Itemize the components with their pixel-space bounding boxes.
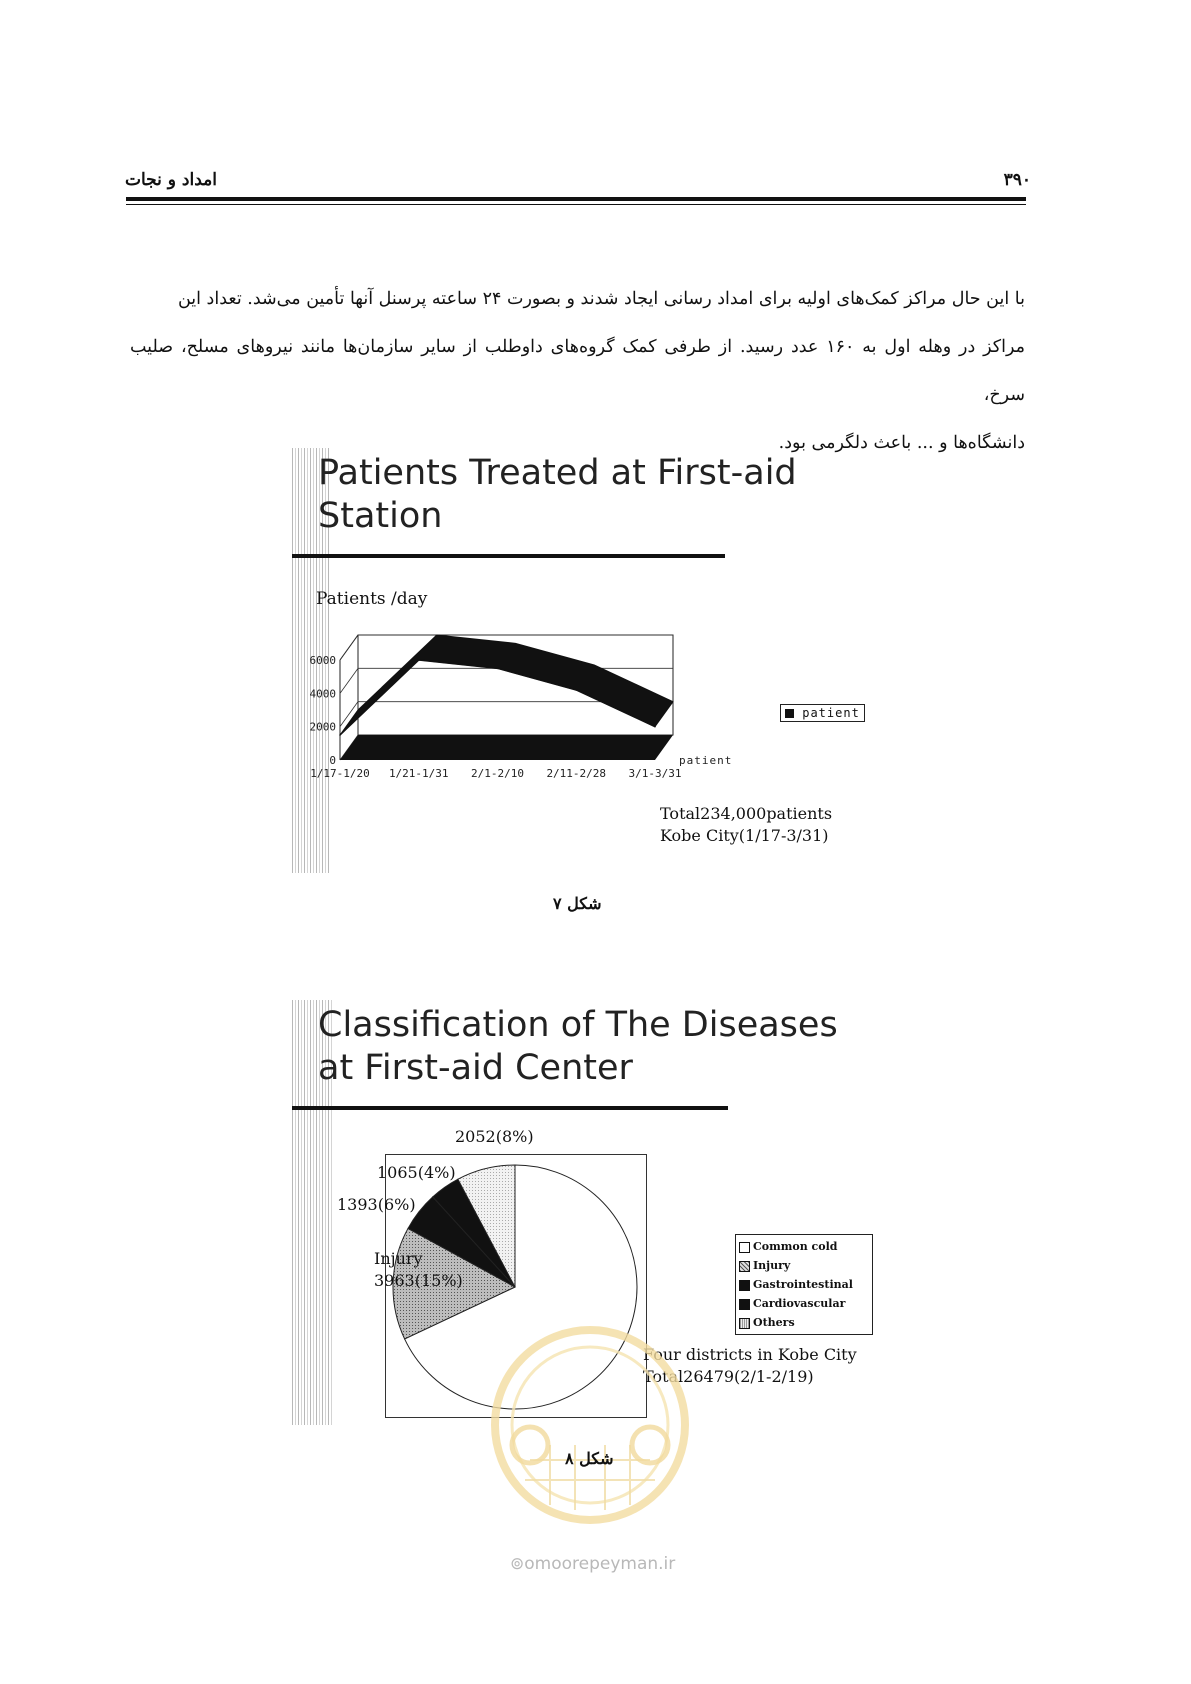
paragraph-line-1: با این حال مراکز کمک‌های اولیه برای امداد رسانی ایجاد شدند و بصورت ۲۴ ساعته پرسنل آنها تأمین می‌شد. تعداد این [177, 289, 1025, 309]
figure7-note-city: Kobe City(1/17-3/31) [660, 826, 829, 845]
legend-swatch-others [739, 1318, 750, 1329]
area-floor [340, 735, 673, 760]
figure7-legend-swatch [785, 709, 794, 718]
section-title: امداد و نجات [125, 170, 217, 190]
figure7-area-chart [290, 625, 760, 790]
y-tick-label: 0 [329, 754, 336, 767]
x-tick-label: 1/17-1/20 [310, 767, 370, 780]
figure7-y-ticks [310, 654, 337, 767]
pie-label-cardiovascular: 1065(4%) [377, 1163, 456, 1182]
pie-label-injury-name: Injury [374, 1249, 423, 1268]
figure7-title-rule [292, 554, 725, 558]
x-tick-label: 2/11-2/28 [546, 767, 607, 780]
legend-swatch-injury [739, 1261, 750, 1272]
figure8-note-total: Total26479(2/1-2/19) [643, 1367, 814, 1386]
figure7-title-line2: Station [318, 496, 443, 536]
pie-label-gastrointestinal: 1393(6%) [337, 1195, 416, 1214]
body-paragraph [130, 275, 1025, 467]
legend-item-common-cold [739, 1237, 869, 1256]
figure7-legend-label: patient [802, 706, 860, 720]
area-top-ribbon [340, 635, 673, 735]
figure7-note [660, 803, 832, 847]
gridline-side [340, 635, 358, 660]
figure8-caption: شکل ۸ [565, 1449, 614, 1468]
watermark-text [510, 1554, 675, 1574]
paragraph-line-2: مراکز در وهله اول به ۱۶۰ عدد رسید. از طرفی کمک گروه‌های داوطلب از سایر سازمان‌ها مانند نیروهای مسلح، صلیب سرخ، [130, 337, 1025, 405]
legend-label-others: Others [753, 1316, 795, 1329]
figure8-title-line1: Classification of The Diseases [318, 1005, 838, 1045]
y-tick-label: 6000 [309, 654, 336, 667]
data-point [418, 659, 420, 661]
legend-item-others [739, 1313, 869, 1332]
legend-label-cardiovascular: Cardiovascular [753, 1297, 846, 1310]
watermark-at-icon: ⊚ [510, 1554, 525, 1574]
pie-label-injury-value: 3963(15%) [374, 1271, 463, 1290]
paragraph-line-3: دانشگاه‌ها و ... باعث دلگرمی بود. [778, 433, 1025, 453]
x-tick-label: 1/21-1/31 [388, 767, 449, 780]
x-tick-label: 3/1-3/31 [628, 767, 682, 780]
figure8-legend [735, 1234, 873, 1335]
legend-swatch-gastrointestinal [739, 1280, 750, 1291]
header-rule-thin [126, 204, 1026, 205]
data-point [654, 726, 656, 728]
legend-label-gastrointestinal: Gastrointestinal [753, 1278, 853, 1291]
header-rule-thick [126, 197, 1026, 201]
figure7-title-line1: Patients Treated at First-aid [318, 453, 797, 493]
figure7-x-ticks [310, 767, 681, 780]
x-tick-label: 2/1-2/10 [471, 767, 524, 780]
legend-label-common-cold: Common cold [753, 1240, 838, 1253]
pie-label-others: 2052(8%) [455, 1127, 534, 1146]
legend-swatch-common-cold [739, 1242, 750, 1253]
series-depth-label: patient [679, 754, 733, 767]
y-tick-label: 4000 [309, 687, 336, 701]
figure8-note-districts: Four districts in Kobe City [643, 1345, 857, 1364]
figure7-note-total: Total234,000patients [660, 804, 833, 823]
watermark-url: omoorepeyman.ir [524, 1554, 676, 1574]
figure7-legend [780, 704, 865, 722]
legend-item-injury [739, 1256, 869, 1275]
legend-item-gastrointestinal [739, 1275, 869, 1294]
figure7-title [318, 452, 797, 538]
legend-item-cardiovascular [739, 1294, 869, 1313]
legend-label-injury: Injury [753, 1259, 791, 1272]
data-point [339, 734, 341, 736]
legend-swatch-cardiovascular [739, 1299, 750, 1310]
figure7-caption: شکل ۷ [553, 894, 602, 913]
figure8-title [318, 1004, 838, 1090]
data-point [497, 668, 499, 670]
figure8-title-rule [292, 1106, 728, 1110]
figure7-ylabel: Patients /day [316, 589, 428, 609]
y-tick-label: 2000 [309, 720, 336, 734]
page-number: ۳۹۰ [1003, 170, 1031, 190]
figure8-title-line2: at First-aid Center [318, 1048, 633, 1088]
watermark-seal-icon [490, 1320, 690, 1530]
data-point [575, 689, 577, 691]
gridline-side [340, 668, 358, 693]
